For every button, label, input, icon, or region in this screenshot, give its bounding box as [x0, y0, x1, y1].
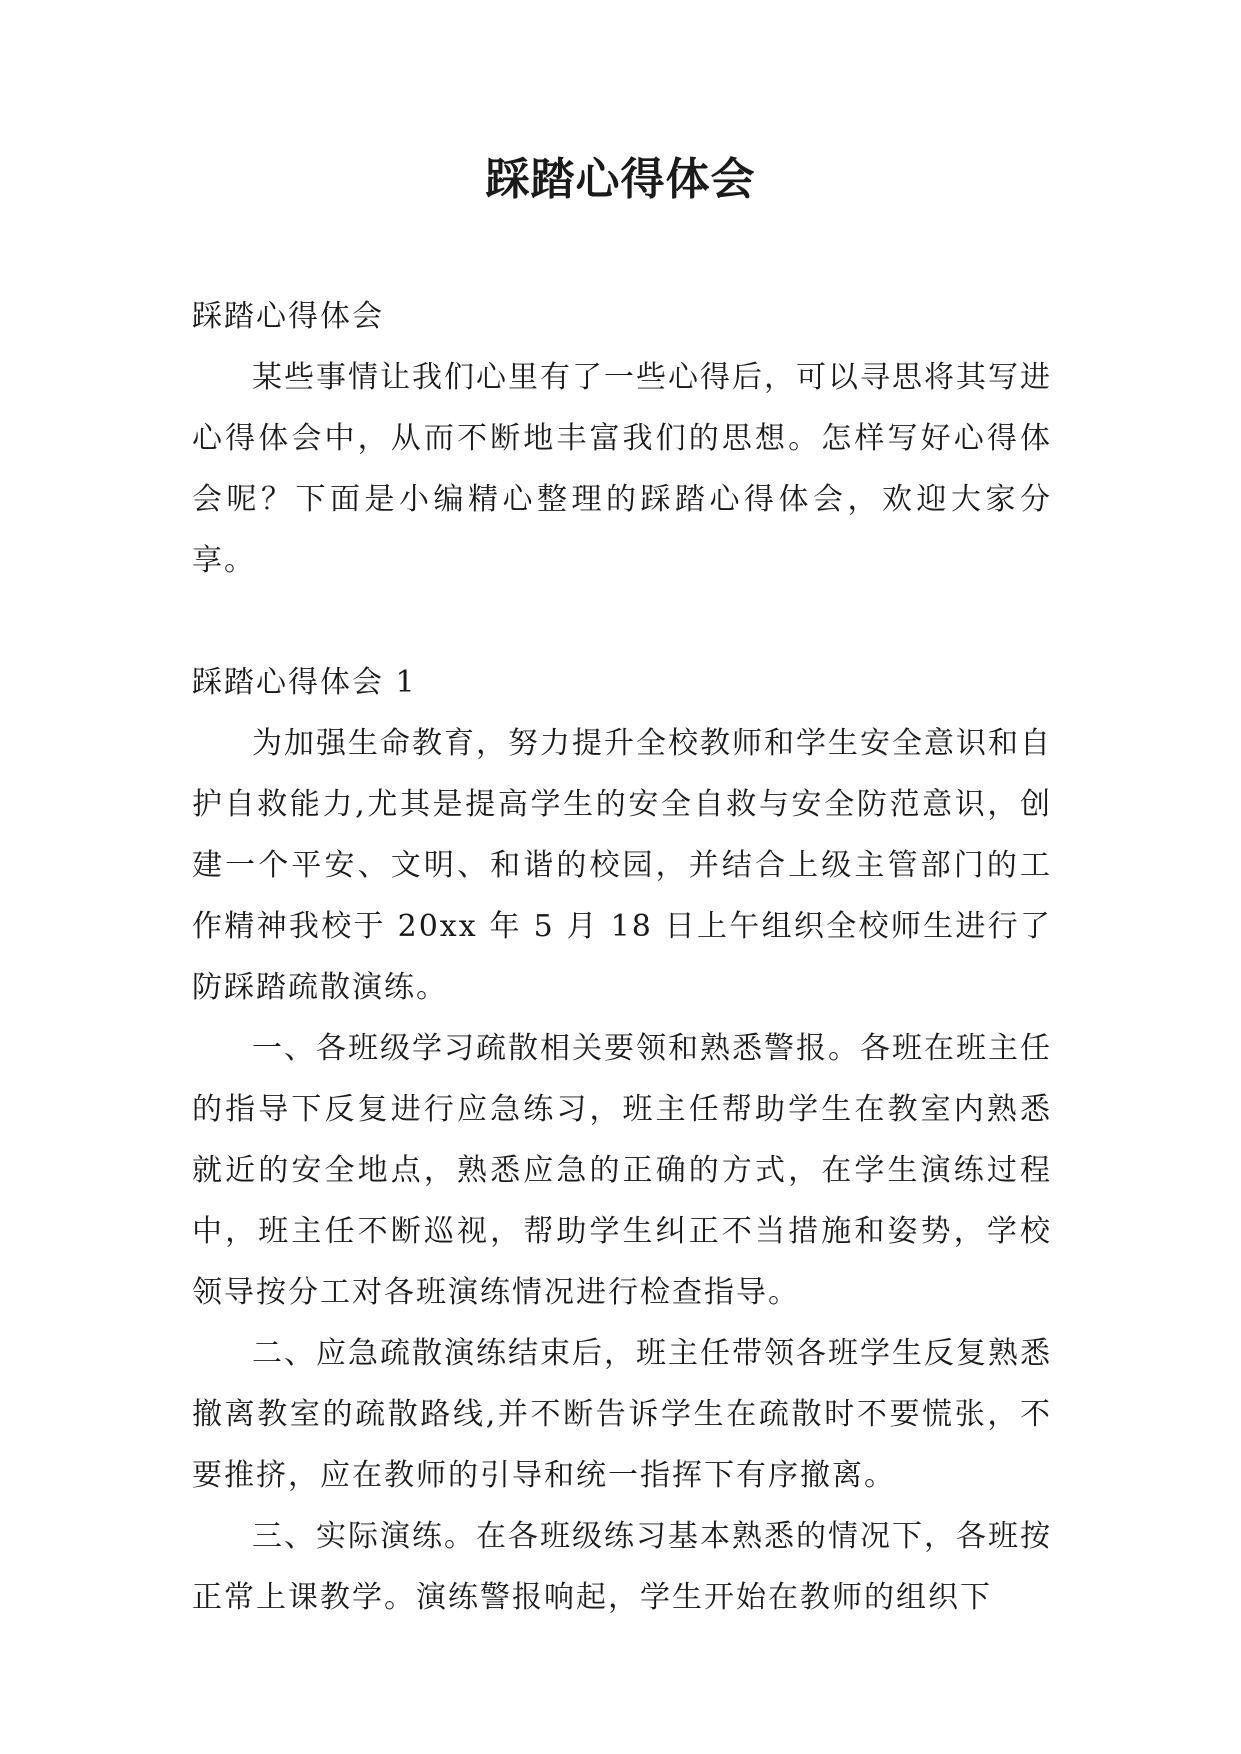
document-body — [192, 286, 1052, 1628]
section-heading: 踩踏心得体会 1 — [192, 665, 417, 700]
page-title: 踩踏心得体会 — [485, 154, 756, 205]
body-paragraph: 三、实际演练。在各班级练习基本熟悉的情况下，各班按正常上课教学。演练警报响起，学生开始在教师的组织下 — [192, 1519, 1052, 1615]
paragraph-spacer — [192, 591, 1052, 652]
intro-paragraph: 某些事情让我们心里有了一些心得后，可以寻思将其写进心得体会中，从而不断地丰富我们的思想。怎样写好心得体会呢？下面是小编精心整理的踩踏心得体会，欢迎大家分享。 — [192, 360, 1052, 578]
subtitle: 踩踏心得体会 — [192, 299, 384, 334]
body-paragraph: 二、应急疏散演练结束后，班主任带领各班学生反复熟悉撤离教室的疏散路线,并不断告诉学生在疏散时不要慌张，不要推挤，应在教师的引导和统一指挥下有序撤离。 — [192, 1336, 1052, 1493]
body-paragraph: 一、各班级学习疏散相关要领和熟悉警报。各班在班主任的指导下反复进行应急练习，班主任帮助学生在教室内熟悉就近的安全地点，熟悉应急的正确的方式，在学生演练过程中，班主任不断巡视，帮助学生纠正不当措施和姿势，学校领导按分工对各班演练情况进行检查指导。 — [192, 1031, 1052, 1310]
body-paragraph: 为加强生命教育，努力提升全校教师和学生安全意识和自护自救能力,尤其是提高学生的安全自救与安全防范意识，创建一个平安、文明、和谐的校园，并结合上级主管部门的工作精神我校于 20xx 年 5 月 18 日上午组织全校师生进行了防踩踏疏散演练。 — [192, 726, 1052, 1005]
